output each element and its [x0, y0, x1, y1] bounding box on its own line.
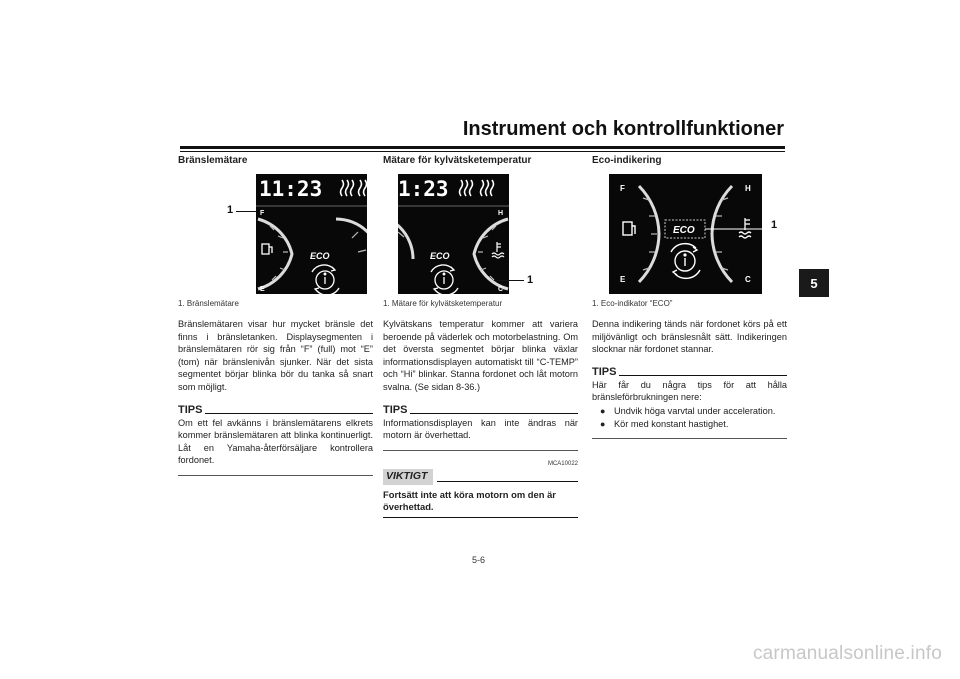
- display-screen: [609, 174, 762, 294]
- header-rule-thick: [180, 146, 785, 149]
- bullet-text: Kör med konstant hastighet.: [614, 418, 729, 429]
- eco-indicator: ECO: [430, 251, 450, 261]
- eco-indicator: ECO: [673, 225, 695, 236]
- tips-label: TIPS: [592, 365, 617, 378]
- list-item: [592, 418, 787, 431]
- tips-body: Om ett fel avkänns i bränslemätarens elkrets kommer bränslemätaren att blinka kontinuerligt. Låt en Yamaha-återförsäljare kontrollera fordonet.: [178, 417, 373, 466]
- info-cycle-icon: [431, 265, 458, 294]
- body-paragraph: Bränslemätaren visar hur mycket bränsle det finns i bränsletanken. Displaysegmenten i bränslemätaren rör sig från “F” (full) mot “E” (tom) när bränslenivån sjunker. När det sista segmentet börjar blinka bör du tanka så snart som möjligt.: [178, 319, 373, 392]
- gauge-label-cold: C: [498, 286, 504, 293]
- fuel-label-full: F: [620, 184, 625, 193]
- tips-header: [383, 404, 578, 416]
- display-screen: [256, 174, 367, 294]
- gauge-label-full: F: [260, 210, 265, 217]
- tips-header: [592, 366, 787, 378]
- header-rule-thin: [180, 151, 785, 152]
- tips-end-rule: [178, 475, 373, 476]
- figure-coolant-gauge: [383, 174, 578, 294]
- figure-eco-indicator: [592, 174, 787, 294]
- tips-header: [178, 404, 373, 416]
- callout-leader: [494, 280, 524, 281]
- fuel-pump-icon: [623, 222, 635, 235]
- fuel-label-empty: E: [620, 275, 626, 284]
- eco-indicator: ECO: [310, 251, 330, 261]
- tips-label: TIPS: [178, 403, 203, 416]
- section-eco-indicator: [592, 155, 787, 439]
- tips-body: Informationsdisplayen kan inte ändras när motorn är överhettad.: [383, 417, 578, 441]
- body-paragraph: Kylvätskans temperatur kommer att variera beroende på väderlek och motorbelastning. Om det översta segmentet börjar blinka växlar informationsdisplayen automatiskt till “C-TEMP” och “Hi” blinkar. Stanna fordonet och låt motorn svalna. (Se sidan 8-36.): [383, 319, 578, 392]
- grip-heater-icon: [460, 180, 494, 196]
- tips-label: TIPS: [383, 403, 408, 416]
- clock-readout: 1:23: [398, 177, 449, 201]
- callout-number: 1: [527, 274, 534, 286]
- figure-caption: 1. Bränslemätare: [178, 299, 239, 308]
- clock-readout: 11:23: [259, 177, 323, 201]
- dashboard-display-svg: [256, 174, 367, 294]
- tips-rule: [619, 375, 787, 376]
- section-coolant-temperature: [383, 155, 578, 518]
- tips-rule: [205, 413, 373, 414]
- coolant-temp-icon: [492, 242, 504, 258]
- reference-code: MCA10022: [547, 460, 578, 467]
- callout-number: 1: [227, 204, 234, 216]
- grip-heater-icon: [341, 180, 367, 196]
- tips-rule: [410, 413, 578, 414]
- tips-bullet-list: [592, 405, 787, 430]
- tips-end-rule: [592, 438, 787, 439]
- warning-end-rule: [383, 517, 578, 519]
- page-number: 5-6: [472, 555, 486, 565]
- temp-label-hot: H: [745, 184, 751, 193]
- dashboard-display-svg: [609, 174, 762, 294]
- section-title-coolant: Mätare för kylvätsketemperatur: [383, 155, 532, 166]
- section-title-fuel-gauge: Bränslemätare: [178, 155, 248, 166]
- bullet-icon: ●: [600, 418, 606, 429]
- watermark: carmanualsonline.info: [752, 643, 942, 664]
- figure-caption: 1. Eco-indikator “ECO”: [592, 299, 673, 308]
- figure-fuel-gauge: [178, 174, 373, 294]
- callout-number: 1: [771, 219, 778, 231]
- tips-end-rule: [383, 450, 578, 451]
- bullet-text: Undvik höga varvtal under acceleration.: [614, 405, 776, 416]
- info-cycle-icon: [671, 244, 700, 279]
- chapter-tab: 5: [799, 269, 829, 297]
- body-paragraph: Denna indikering tänds när fordonet körs på ett miljövänligt och bränslesnålt sätt. Indikeringen slocknar när fordonet stannar.: [592, 319, 787, 355]
- warning-label: VIKTIGT: [383, 469, 433, 485]
- warning-rule: [437, 481, 578, 482]
- bullet-icon: ●: [600, 405, 606, 416]
- tips-body: Här får du några tips för att hålla bränsleförbrukningen nere:: [592, 379, 787, 403]
- warning-header: [383, 469, 578, 485]
- section-title-eco: Eco-indikering: [592, 155, 662, 166]
- page-title: Instrument och kontrollfunktioner: [462, 118, 784, 140]
- coolant-temp-icon: [739, 218, 751, 238]
- info-cycle-icon: [312, 265, 339, 294]
- gauge-label-empty: E: [260, 286, 265, 293]
- temp-label-cold: C: [745, 275, 751, 284]
- dashboard-display-svg: [398, 174, 509, 294]
- warning-body: Fortsätt inte att köra motorn om den är överhettad.: [383, 488, 556, 512]
- gauge-label-hot: H: [498, 210, 504, 217]
- section-fuel-gauge: [178, 155, 373, 476]
- list-item: [592, 405, 787, 418]
- display-screen: [398, 174, 509, 294]
- figure-caption: 1. Mätare för kylvätsketemperatur: [383, 299, 503, 308]
- fuel-pump-icon: [262, 244, 272, 254]
